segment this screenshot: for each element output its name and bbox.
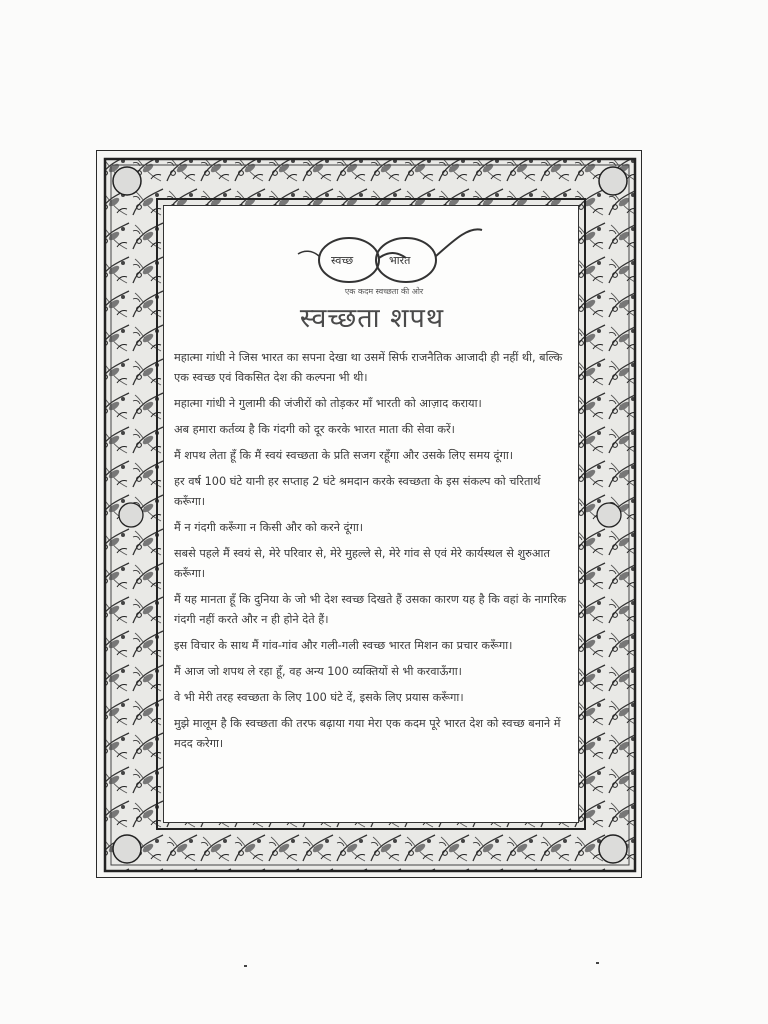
oath-paragraph: हर वर्ष 100 घंटे यानी हर सप्ताह 2 घंटे श्रमदान करके स्वच्छता के इस संकल्प को चरितार्थ करूँगा।	[174, 475, 541, 508]
logo-left-word: स्वच्छ	[331, 254, 354, 267]
oath-paragraph: महात्मा गांधी ने जिस भारत का सपना देखा था उसमें सिर्फ राजनैतिक आजादी ही नहीं थी, बल्कि एक स्वच्छ एवं विकसित देश की कल्पना भी थी।	[174, 351, 563, 384]
oath-paragraph: अब हमारा कर्तव्य है कि गंदगी को दूर करके भारत माता की सेवा करें।	[174, 423, 455, 436]
logo-tagline: एक कदम स्वच्छता की ओर	[344, 287, 424, 296]
oath-paragraph: मैं आज जो शपथ ले रहा हूँ, वह अन्य 100 व्यक्तियों से भी करवाऊँगा।	[174, 665, 462, 678]
oath-paragraph: मैं यह मानता हूँ कि दुनिया के जो भी देश स्वच्छ दिखते हैं उसका कारण यह है कि वहां के नागरिक गंदगी नहीं करते और न ही होने देते हैं।	[174, 593, 567, 626]
oath-paragraph: मैं न गंदगी करूँगा न किसी और को करने दूंगा।	[174, 521, 364, 534]
oath-paragraph: महात्मा गांधी ने गुलामी की जंजीरों को तोड़कर माँ भारती को आज़ाद कराया।	[174, 397, 482, 410]
scan-speck	[244, 965, 247, 967]
oath-paragraph: सबसे पहले मैं स्वयं से, मेरे परिवार से, मेरे मुहल्ले से, मेरे गांव से एवं मेरे कार्यस्थल से शुरुआत करूँगा।	[174, 547, 550, 580]
oath-paragraph: इस विचार के साथ मैं गांव-गांव और गली-गली स्वच्छ भारत मिशन का प्रचार करूँगा।	[174, 639, 513, 652]
oath-paragraph: मैं शपथ लेता हूँ कि मैं स्वयं स्वच्छता के प्रति सजग रहूँगा और उसके लिए समय दूंगा।	[174, 449, 514, 462]
logo-right-word: भारत	[389, 254, 411, 267]
oath-title: स्वच्छता शपथ	[299, 303, 445, 334]
oath-paragraph: मुझे मालूम है कि स्वच्छता की तरफ बढ़ाया गया मेरा एक कदम पूरे भारत देश को स्वच्छ बनाने में मदद करेगा।	[174, 717, 561, 750]
oath-body	[174, 348, 574, 760]
oath-certificate	[96, 150, 642, 878]
scan-speck	[596, 962, 599, 964]
oath-paragraph: वे भी मेरी तरह स्वच्छता के लिए 100 घंटे दें, इसके लिए प्रयास करूँगा।	[174, 691, 464, 704]
oath-text-panel	[163, 205, 579, 823]
